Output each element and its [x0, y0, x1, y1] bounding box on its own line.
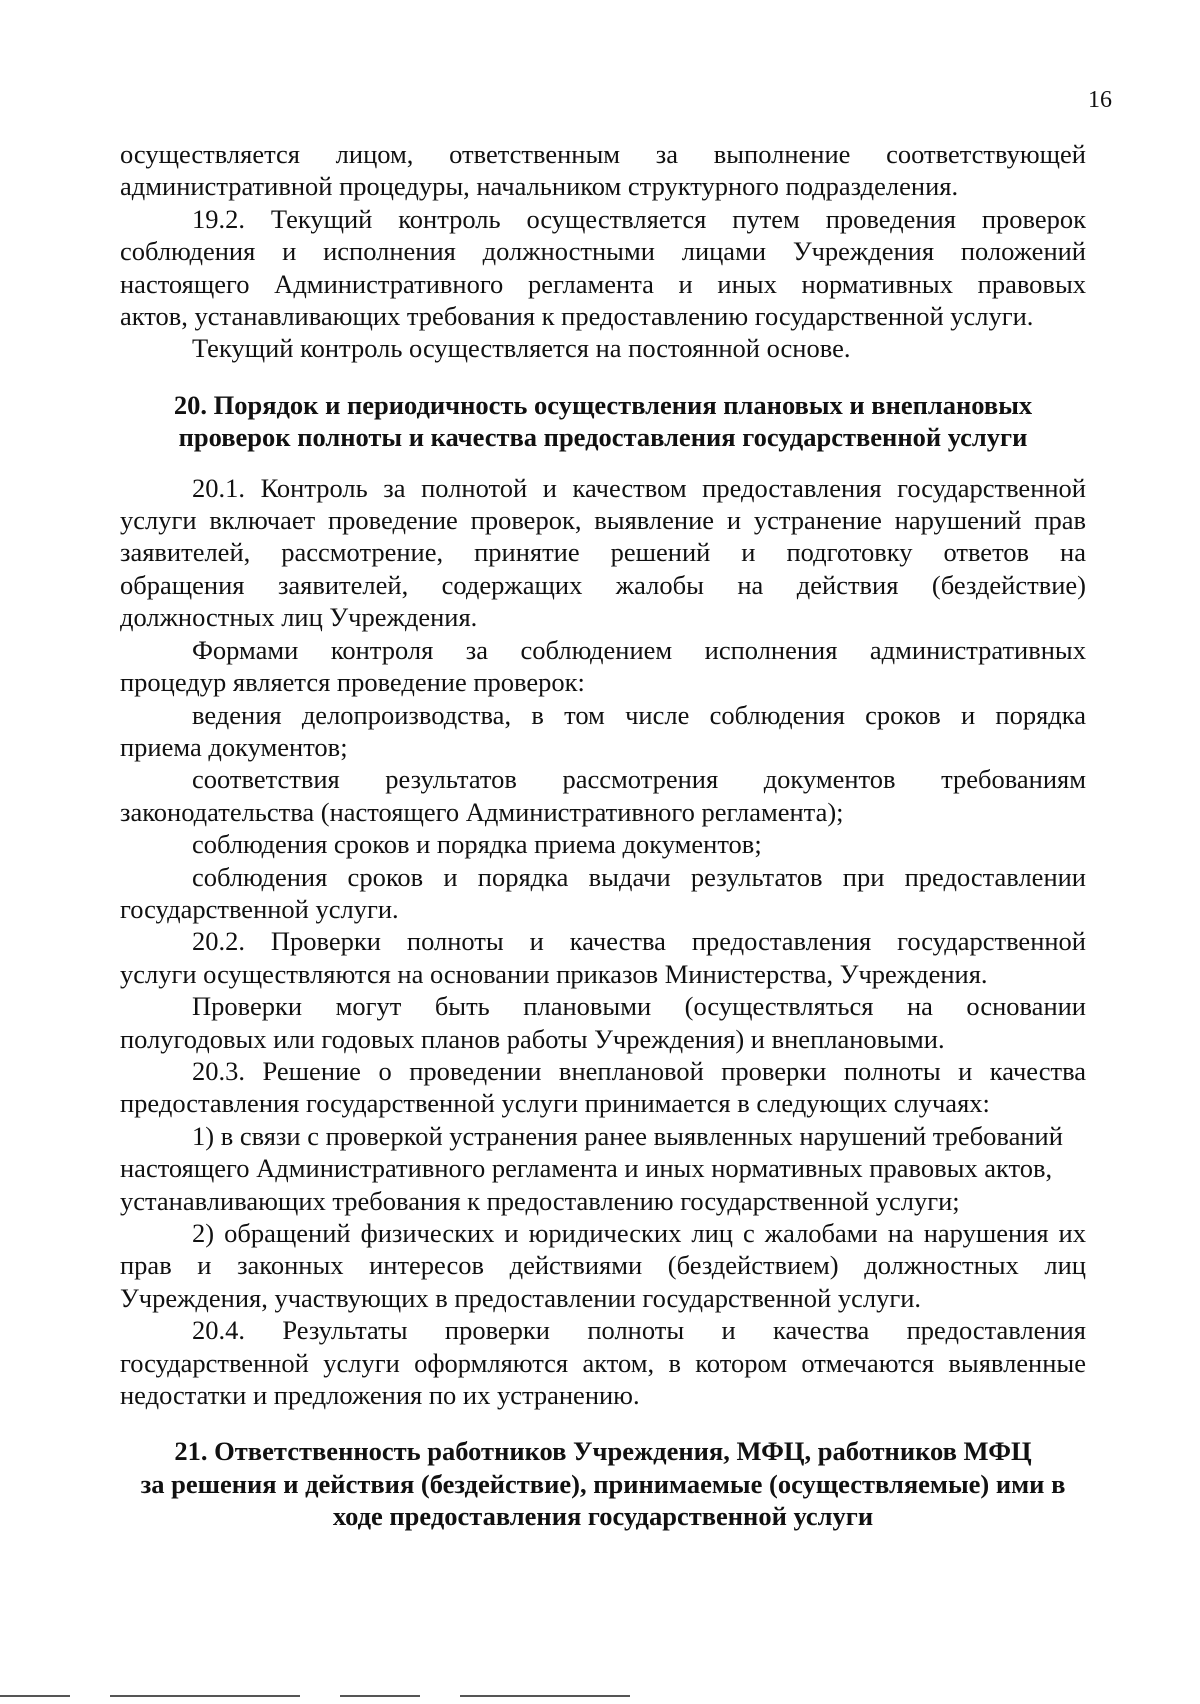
text-line: Проверки могут быть плановыми (осуществляться на основании — [192, 991, 1086, 1022]
text-line: недостатки и предложения по их устранению. — [120, 1380, 640, 1411]
text-line: ведения делопроизводства, в том числе соблюдения сроков и порядка — [192, 699, 1086, 730]
text-line: соблюдения сроков и порядка приема документов; — [192, 829, 762, 860]
section-20-heading: 20. Порядок и периодичность осуществления плановых и внеплановых — [173, 389, 1033, 420]
text-line: Текущий контроль осуществляется на постоянной основе. — [192, 333, 851, 364]
paragraph-20-4: 20.4. Результаты проверки полноты и качества предоставления — [192, 1315, 1086, 1346]
page-number: 16 — [1088, 87, 1112, 113]
text-line: процедур является проведение проверок: — [120, 667, 585, 698]
text-line: предоставления государственной услуги принимается в следующих случаях: — [120, 1088, 990, 1119]
paragraph-20-3: 20.3. Решение о проведении внеплановой проверки полноты и качества — [192, 1055, 1086, 1086]
section-21-heading-cont: за решения и действия (бездействие), принимаемые (осуществляемые) ими в — [140, 1468, 1066, 1499]
paragraph-19-2: 19.2. Текущий контроль осуществляется путем проведения проверок — [192, 203, 1086, 234]
section-21-heading-cont: ходе предоставления государственной услуги — [332, 1501, 874, 1532]
text-line: прав и законных интересов действиями (бездействием) должностных лиц — [120, 1250, 1086, 1281]
text-line: актов, устанавливающих требования к предоставлению государственной услуги. — [120, 301, 1034, 332]
text-line: настоящего Административного регламента и иных нормативных правовых — [120, 268, 1086, 299]
list-item-1: 1) в связи с проверкой устранения ранее выявленных нарушений требований — [192, 1120, 1063, 1151]
text-line: законодательства (настоящего Административного регламента); — [120, 796, 844, 827]
text-line: соблюдения и исполнения должностными лицами Учреждения положений — [120, 236, 1086, 267]
text-line: соответствия результатов рассмотрения документов требованиям — [192, 764, 1086, 795]
text-line: государственной услуги оформляются актом, в котором отмечаются выявленные — [120, 1347, 1086, 1378]
text-line: услуги включает проведение проверок, выявление и устранение нарушений прав — [120, 505, 1086, 536]
text-line: услуги осуществляются на основании приказов Министерства, Учреждения. — [120, 958, 988, 989]
text-line: Формами контроля за соблюдением исполнения административных — [192, 634, 1086, 665]
scan-edge-artifact — [0, 1693, 1200, 1701]
list-item-2: 2) обращений физических и юридических лиц с жалобами на нарушения их — [192, 1218, 1086, 1248]
text-line: заявителей, рассмотрение, принятие решений и подготовку ответов на — [120, 537, 1086, 568]
paragraph-20-2: 20.2. Проверки полноты и качества предоставления государственной — [192, 926, 1086, 957]
text-line: полугодовых или годовых планов работы Учреждения) и внеплановыми. — [120, 1023, 945, 1054]
section-20-heading-cont: проверок полноты и качества предоставления государственной услуги — [178, 422, 1028, 453]
text-line: устанавливающих требования к предоставлению государственной услуги; — [120, 1185, 960, 1216]
text-line: административной процедуры, начальником структурного подразделения. — [120, 171, 959, 202]
section-21-heading: 21. Ответственность работников Учреждения, МФЦ, работников МФЦ — [174, 1436, 1032, 1467]
text-line: должностных лиц Учреждения. — [120, 602, 478, 633]
text-line: государственной услуги. — [120, 893, 399, 924]
text-line: приема документов; — [120, 731, 348, 762]
text-line: Учреждения, участвующих в предоставлении государственной услуги. — [120, 1282, 922, 1313]
text-line: осуществляется лицом, ответственным за выполнение соответствующей — [120, 139, 1086, 169]
document-body — [120, 138, 1086, 1533]
text-line: обращения заявителей, содержащих жалобы на действия (бездействие) — [120, 569, 1086, 600]
text-line: соблюдения сроков и порядка выдачи результатов при предоставлении — [192, 861, 1086, 892]
text-line: настоящего Административного регламента и иных нормативных правовых актов, — [120, 1153, 1053, 1184]
paragraph-20-1: 20.1. Контроль за полнотой и качеством предоставления государственной — [192, 472, 1086, 503]
